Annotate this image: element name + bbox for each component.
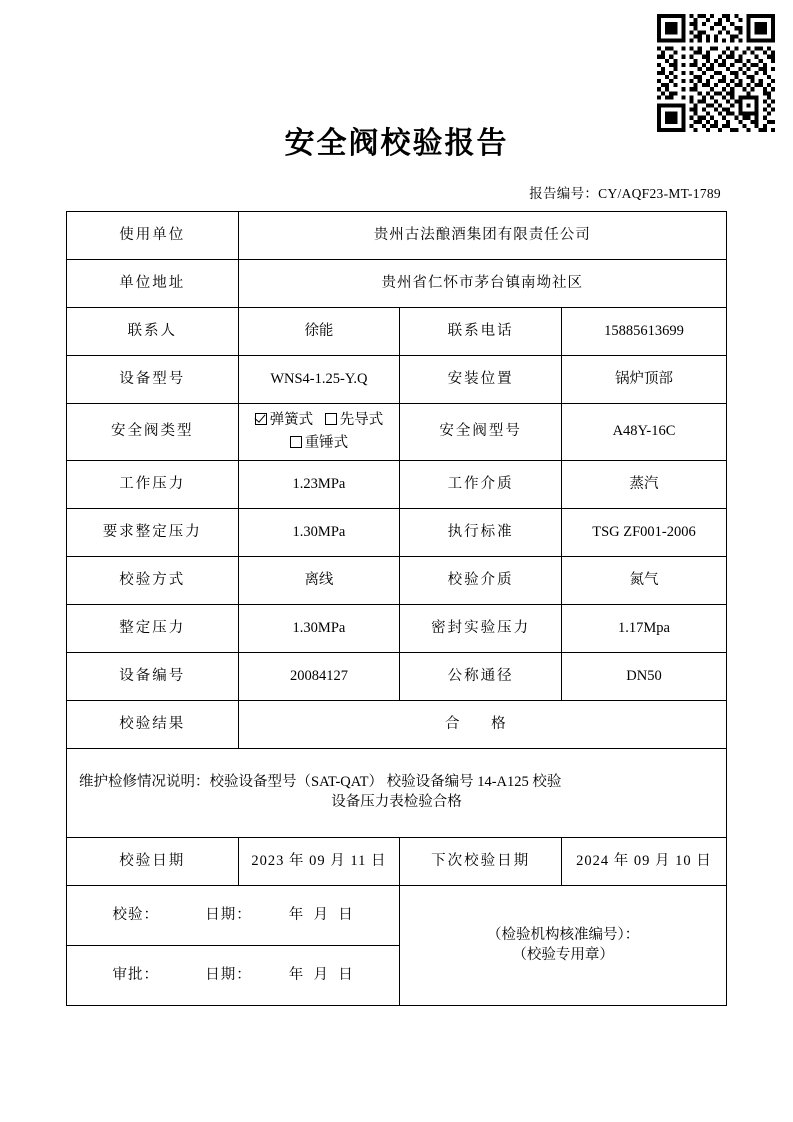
field-value-result: 合 格 bbox=[238, 701, 726, 749]
field-value-nominal-diameter: DN50 bbox=[561, 653, 726, 701]
field-value-working-pressure: 1.23MPa bbox=[238, 461, 400, 509]
checkbox-icon-empty[interactable] bbox=[290, 436, 302, 448]
field-label-address: 单位地址 bbox=[67, 260, 239, 308]
table-row bbox=[67, 356, 727, 404]
field-label-equipment-no: 设备编号 bbox=[67, 653, 239, 701]
table-row bbox=[67, 838, 727, 886]
field-value-seal-test-pressure: 1.17Mpa bbox=[561, 605, 726, 653]
field-value-check-method: 离线 bbox=[238, 557, 400, 605]
field-label-required-set-pressure: 要求整定压力 bbox=[67, 509, 239, 557]
field-value-check-medium: 氮气 bbox=[561, 557, 726, 605]
checkbox-spring[interactable] bbox=[255, 409, 314, 432]
field-label-equipment-model: 设备型号 bbox=[67, 356, 239, 404]
checkbox-icon-checked[interactable] bbox=[255, 413, 267, 425]
stamp-area bbox=[400, 886, 727, 1006]
field-label-set-pressure: 整定压力 bbox=[67, 605, 239, 653]
maintenance-note bbox=[67, 749, 727, 838]
field-label-check-date: 校验日期 bbox=[67, 838, 239, 886]
field-value-equipment-model: WNS4-1.25-Y.Q bbox=[238, 356, 400, 404]
maintenance-note-line-2: 设备压力表检验合格 bbox=[331, 794, 462, 810]
field-value-set-pressure: 1.30MPa bbox=[238, 605, 400, 653]
field-label-working-medium: 工作介质 bbox=[400, 461, 562, 509]
field-label-unit: 使用单位 bbox=[67, 212, 239, 260]
field-value-install-position: 锅炉顶部 bbox=[561, 356, 726, 404]
field-label-standard: 执行标准 bbox=[400, 509, 562, 557]
table-row bbox=[67, 886, 727, 946]
field-label-phone: 联系电话 bbox=[400, 308, 562, 356]
table-row bbox=[67, 653, 727, 701]
checkbox-label-spring: 弹簧式 bbox=[269, 411, 314, 428]
field-label-working-pressure: 工作压力 bbox=[67, 461, 239, 509]
table-row bbox=[67, 557, 727, 605]
qr-code-image bbox=[657, 14, 775, 132]
table-row bbox=[67, 749, 727, 838]
stamp-line-1: （检验机构核准编号）： bbox=[487, 926, 640, 943]
table-row bbox=[67, 509, 727, 557]
checkbox-weight[interactable] bbox=[290, 432, 349, 455]
report-table bbox=[66, 211, 727, 1006]
field-value-contact: 徐能 bbox=[238, 308, 400, 356]
field-label-contact: 联系人 bbox=[67, 308, 239, 356]
signature-approver-row bbox=[67, 946, 400, 1006]
maintenance-note-line-1: 维护检修情况说明：校验设备型号（SAT-QAT） 校验设备编号 14-A125 校验 bbox=[79, 774, 562, 791]
field-label-check-medium: 校验介质 bbox=[400, 557, 562, 605]
table-row bbox=[67, 404, 727, 461]
field-label-install-position: 安装位置 bbox=[400, 356, 562, 404]
valve-type-options-line1 bbox=[243, 409, 396, 432]
checkbox-icon-empty[interactable] bbox=[325, 413, 337, 425]
field-value-unit: 贵州古法酿酒集团有限责任公司 bbox=[238, 212, 726, 260]
checkbox-pilot[interactable] bbox=[325, 409, 384, 432]
table-row bbox=[67, 212, 727, 260]
page-title: 安全阀校验报告 bbox=[284, 127, 509, 160]
checkbox-label-weight: 重锤式 bbox=[304, 435, 349, 451]
signature-inspector-row bbox=[67, 886, 400, 946]
table-row bbox=[67, 605, 727, 653]
table-row bbox=[67, 260, 727, 308]
field-value-standard: TSG ZF001-2006 bbox=[561, 509, 726, 557]
field-label-seal-test-pressure: 密封实验压力 bbox=[400, 605, 562, 653]
report-number-label: 报告编号： bbox=[529, 186, 599, 201]
field-value-check-date: 2023 年 09 月 11 日 bbox=[238, 838, 400, 886]
field-value-phone: 15885613699 bbox=[561, 308, 726, 356]
table-row bbox=[67, 701, 727, 749]
report-number-value: CY/AQF23-MT-1789 bbox=[598, 186, 721, 201]
valve-type-options-line2 bbox=[243, 432, 396, 455]
table-row bbox=[67, 461, 727, 509]
stamp-line-2: （校验专用章） bbox=[512, 946, 614, 963]
field-label-valve-type: 安全阀类型 bbox=[67, 404, 239, 461]
field-value-address: 贵州省仁怀市茅台镇南坳社区 bbox=[238, 260, 726, 308]
table-row bbox=[67, 308, 727, 356]
checkbox-label-pilot: 先导式 bbox=[339, 411, 384, 428]
field-value-equipment-no: 20084127 bbox=[238, 653, 400, 701]
signature-inspector-text: 校验： 日期： 年 月 日 bbox=[112, 906, 354, 923]
report-number bbox=[0, 162, 793, 202]
signature-approver-text: 审批： 日期： 年 月 日 bbox=[112, 966, 354, 983]
field-value-working-medium: 蒸汽 bbox=[561, 461, 726, 509]
field-value-valve-type bbox=[238, 404, 400, 461]
field-label-check-method: 校验方式 bbox=[67, 557, 239, 605]
field-label-nominal-diameter: 公称通径 bbox=[400, 653, 562, 701]
field-label-next-check-date: 下次校验日期 bbox=[400, 838, 562, 886]
field-label-valve-model: 安全阀型号 bbox=[400, 404, 562, 461]
field-value-next-check-date: 2024 年 09 月 10 日 bbox=[561, 838, 726, 886]
field-label-result: 校验结果 bbox=[67, 701, 239, 749]
qr-code bbox=[657, 14, 775, 132]
field-value-required-set-pressure: 1.30MPa bbox=[238, 509, 400, 557]
field-value-valve-model: A48Y-16C bbox=[561, 404, 726, 461]
